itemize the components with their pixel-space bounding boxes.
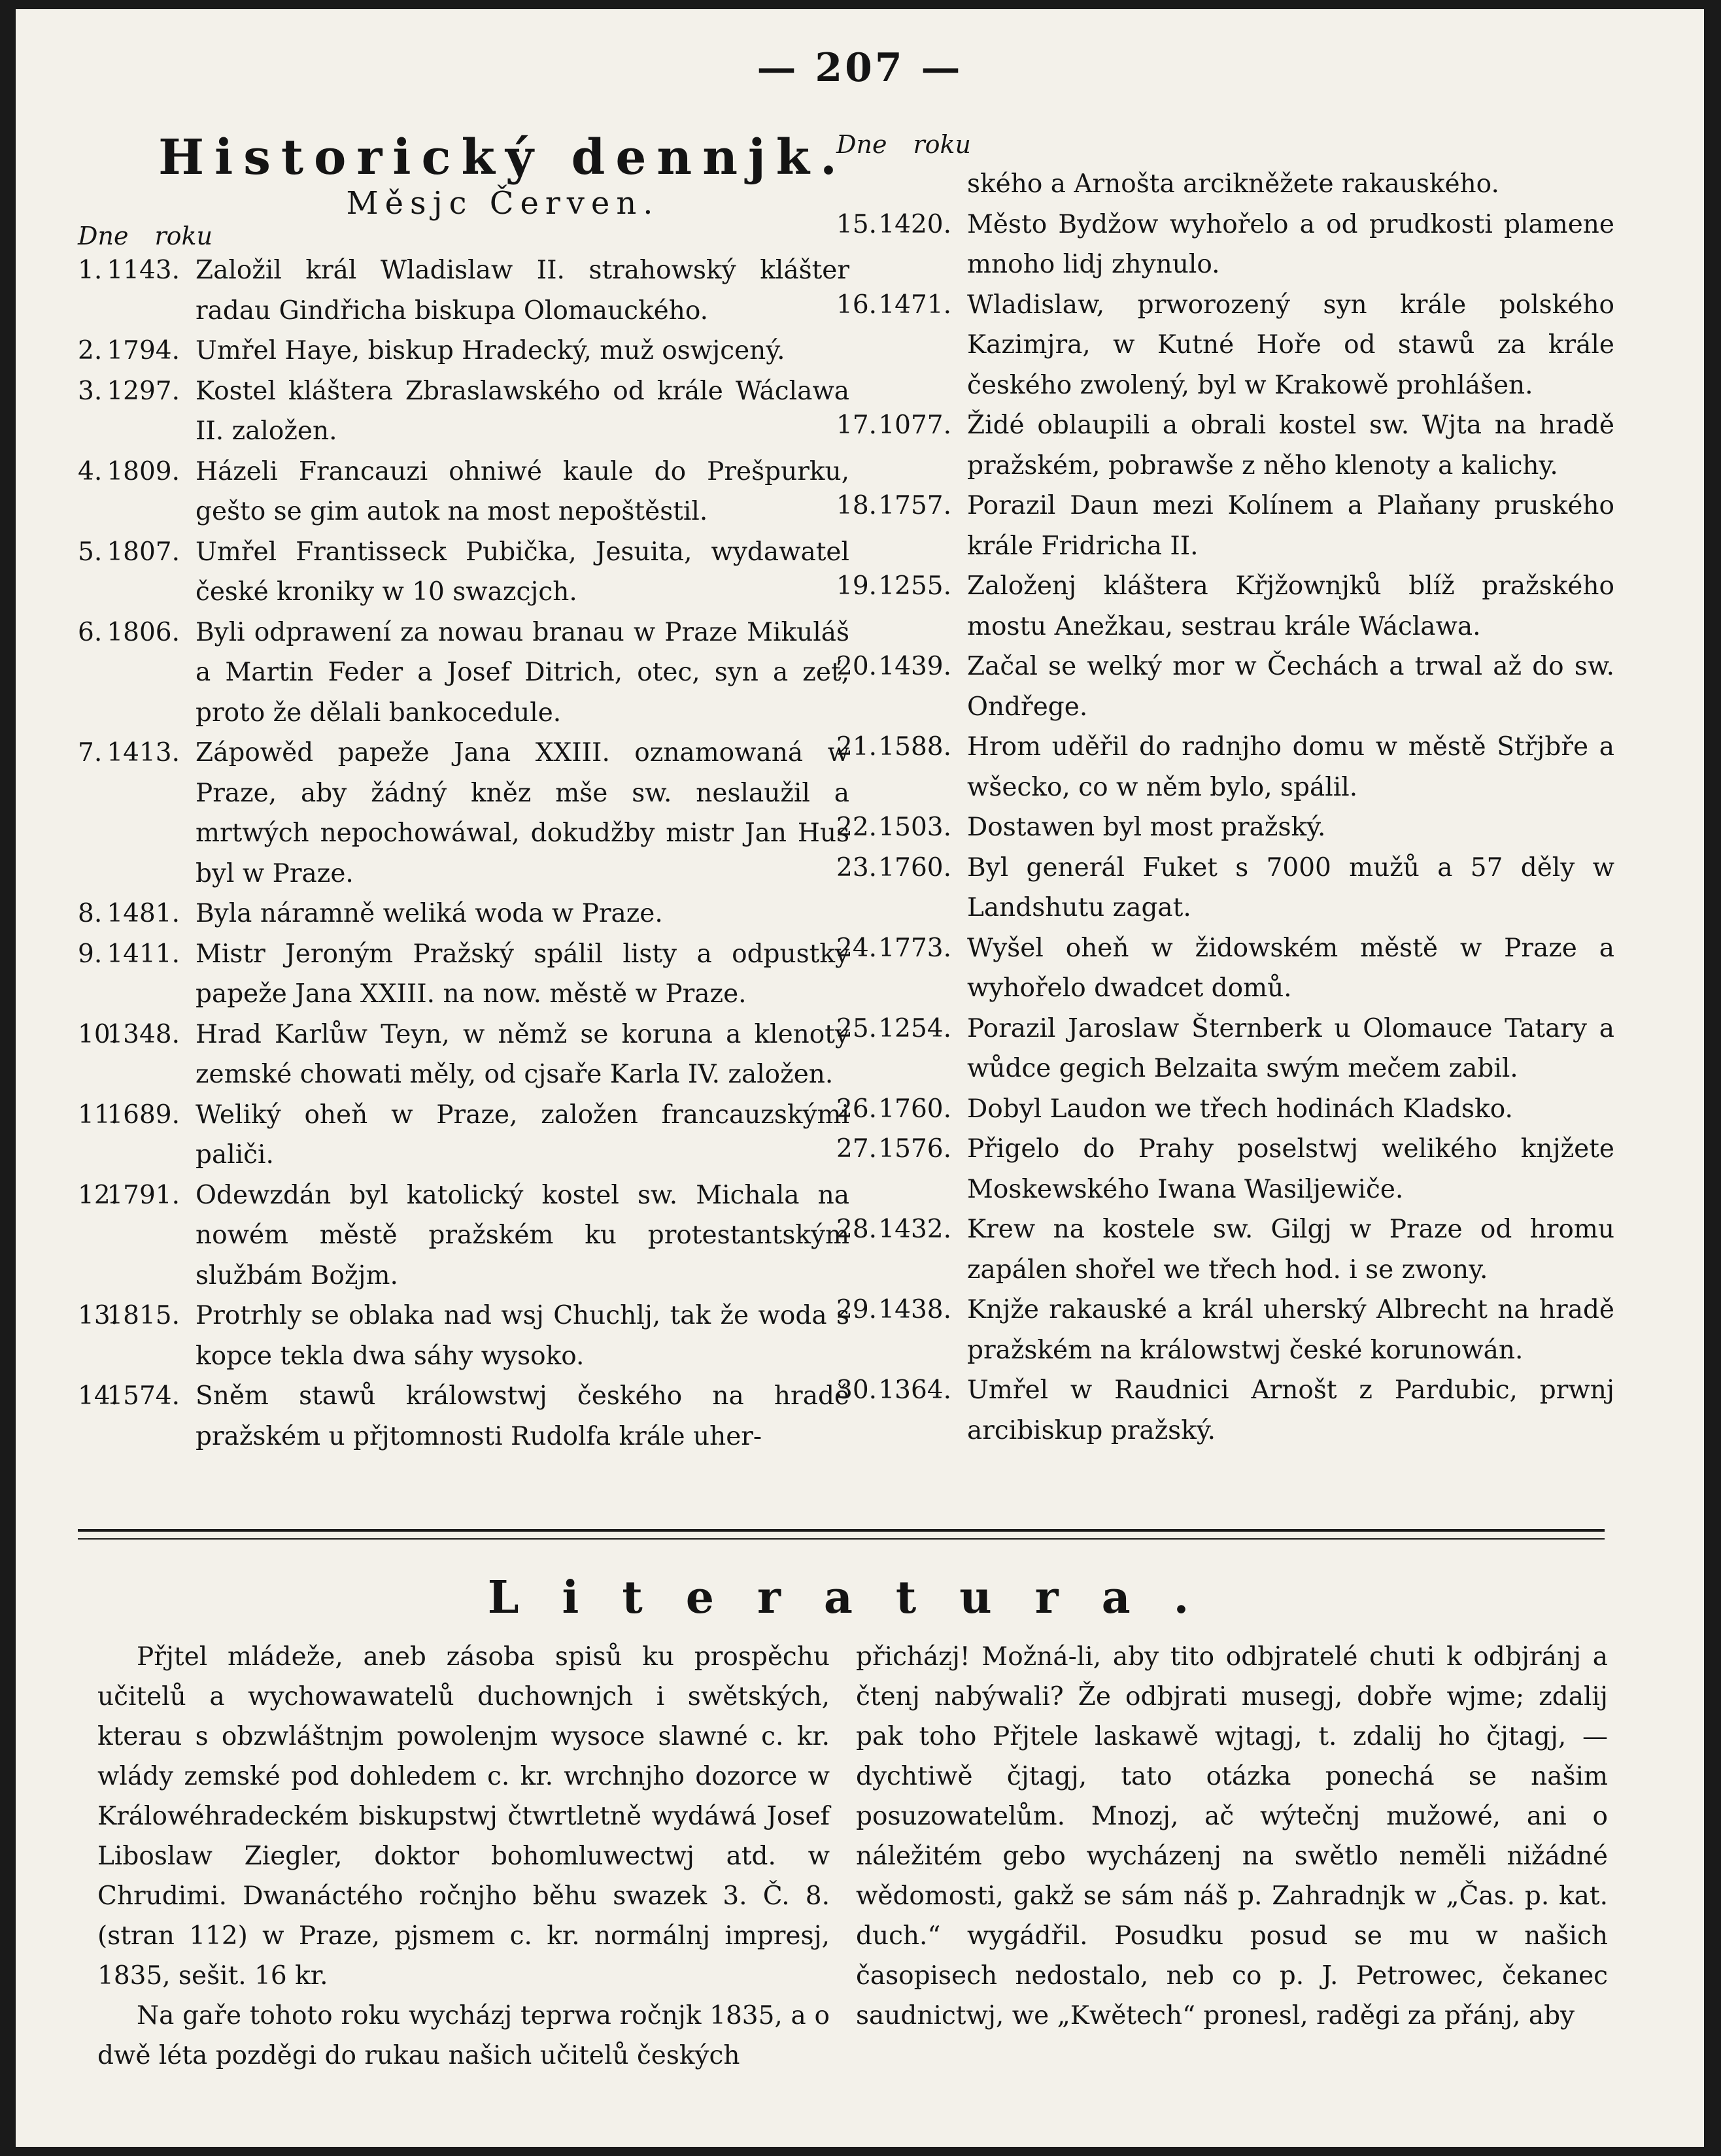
entry-text: Byli odprawení za nowau branau w Praze Mikuláš a Martin Feder a Josef Ditrich, otec, syn a zeť, proto že dělali bankocedule.	[196, 617, 849, 728]
calendar-entry	[78, 1175, 849, 1296]
entry-day: 24.	[836, 933, 878, 963]
calendar-entry	[78, 1095, 849, 1175]
entry-day: 26.	[836, 1094, 878, 1124]
entry-day: 9.	[78, 939, 103, 969]
entry-day: 11.	[78, 1100, 119, 1130]
entry-day: 6.	[78, 617, 103, 647]
calendar-entry	[78, 452, 849, 532]
column-header-day: Dne	[836, 130, 887, 159]
entry-day: 19.	[836, 571, 878, 601]
entry-day: 8.	[78, 899, 103, 928]
entry-day: 23.	[836, 852, 878, 883]
page-number: — 207 —	[757, 45, 963, 91]
entry-year: 1481.	[107, 899, 180, 928]
column-header-left	[78, 222, 849, 250]
entry-year: 1255.	[878, 571, 951, 601]
calendar-entry	[836, 486, 1614, 566]
section-divider	[78, 1529, 1605, 1540]
entry-day: 30.	[836, 1375, 878, 1405]
entry-text: Hrad Karlůw Teyn, w němž se koruna a klenoty zemské chowati měly, od cjsaře Karla IV. založen.	[196, 1019, 849, 1089]
entry-year: 1503.	[878, 813, 951, 842]
entry-day: 21.	[836, 732, 878, 762]
entry-day: 10.	[78, 1019, 119, 1049]
entry-year: 1420.	[878, 209, 951, 239]
entry-text: Byla náramně weliká woda w Praze.	[196, 899, 663, 928]
entry-text: Přigelo do Prahy poselstwj welikého knjžete Moskewského Iwana Wasiljewiče.	[967, 1134, 1614, 1204]
calendar-entry	[836, 285, 1614, 406]
calendar-entry	[836, 1370, 1614, 1451]
entry-day: 16.	[836, 290, 878, 320]
entry-day: 27.	[836, 1134, 878, 1164]
entry-year: 1439.	[878, 652, 951, 681]
literature-paragraph: přicházj! Možná-li, aby tito odbjratelé chuti k odbjránj a čtenj nabýwali? Že odbjrati musegj, dobře wjme; zdalij pak toho Přjtele laskawě wjtagj, t. zdalij ho čjtagj, — dychtiwě čjtagj, tato otázka ponechá se našim posuzowatelům. Mnozj, ač wýtečnj mužowé, ani o náležitém gebo wycházenj na swětlo neměli nižádné wědomosti, gakž se sám náš p. Zahradnjk w „Čas. p. kat. duch.“ wygádřil. Posudku posud se mu w našich časopisech nedostalo, neb co p. J. Petrowec, čekanec saudnictwj, we „Kwětech“ pronesl, raděgi za přánj, aby	[856, 1642, 1608, 2030]
calendar-entry	[836, 807, 1614, 848]
entry-day: 29.	[836, 1295, 878, 1324]
entry-year: 1576.	[878, 1134, 951, 1164]
entry-text: Zápowěd papeže Jana XXIII. oznamowaná w Praze, aby žádný kněz mše sw. neslaužil a mrtwých nepochowáwal, dokudžby mistr Jan Hus byl w Praze.	[196, 738, 849, 888]
calendar-entry	[78, 894, 849, 934]
calendar-entry	[78, 250, 849, 331]
entry-year: 1411.	[107, 939, 180, 969]
calendar-entry	[78, 934, 849, 1015]
entry-year: 1432.	[878, 1215, 951, 1244]
entry-text: Krew na kostele sw. Gilgj w Praze od hromu zapálen shořel we třech hod. i se zwony.	[967, 1215, 1614, 1285]
page	[16, 9, 1704, 2147]
calendar-entry	[78, 1015, 849, 1095]
entry-text: Porazil Daun mezi Kolínem a Plaňany pruského krále Fridricha II.	[967, 491, 1614, 561]
calendar-entry	[78, 733, 849, 894]
entry-day: 22.	[836, 813, 878, 842]
calendar-entry	[78, 613, 849, 733]
entry-text: Kostel kláštera Zbraslawského od krále Wáclawa II. založen.	[196, 376, 849, 446]
calendar-entry	[78, 1376, 849, 1457]
calendar-right-column	[836, 130, 1614, 1451]
entry-day: 14.	[78, 1381, 119, 1411]
entry-text: Umřel w Raudnici Arnošt z Pardubic, prwnj arcibiskup pražský.	[967, 1375, 1614, 1445]
calendar-entry	[836, 727, 1614, 807]
calendar-entry	[836, 1089, 1614, 1130]
calendar-left-column	[78, 130, 849, 1457]
entry-year: 1773.	[878, 933, 951, 963]
literature-right-column	[856, 1637, 1608, 2036]
entry-day: 20.	[836, 652, 878, 681]
entry-year: 1471.	[878, 290, 951, 320]
column-header-year: roku	[154, 222, 213, 250]
entry-year: 1760.	[878, 852, 951, 883]
entry-year: 1791.	[107, 1180, 180, 1210]
entry-year: 1438.	[878, 1295, 951, 1324]
entry-text: Wladislaw, prworozený syn krále polského Kazimjra, w Kutné Hoře od stawů za krále českého zwolený, byl w Krakowě prohlášen.	[967, 290, 1614, 400]
calendar-entry	[836, 205, 1614, 285]
entry-text: Byl generál Fuket s 7000 mužů a 57 děly w Landshutu zagat.	[967, 852, 1614, 922]
calendar-entry	[836, 928, 1614, 1009]
entry-day: 7.	[78, 738, 103, 767]
calendar-entry	[836, 1209, 1614, 1290]
entry-day: 25.	[836, 1013, 878, 1043]
column-header-day: Dne	[78, 222, 129, 250]
entry-year: 1588.	[878, 732, 951, 762]
calendar-entry	[836, 1009, 1614, 1089]
calendar-entry	[836, 405, 1614, 486]
entry-day: 12.	[78, 1180, 119, 1210]
entry-day: 2.	[78, 336, 103, 365]
entry-year: 1815.	[107, 1301, 180, 1330]
calendar-entry	[78, 1296, 849, 1376]
entry-day: 1.	[78, 256, 103, 285]
entry-year: 1806.	[107, 617, 180, 647]
calendar-entry	[78, 532, 849, 613]
entry-text: Založil král Wladislaw II. strahowský klášter radau Gindřicha biskupa Olomauckého.	[196, 256, 849, 326]
calendar-title: Historický dennjk.	[158, 129, 847, 186]
entry-day: 4.	[78, 456, 103, 486]
entry-year: 1364.	[878, 1375, 951, 1405]
calendar-entry	[836, 1129, 1614, 1209]
entry-text: Židé oblaupili a obrali kostel sw. Wjta na hradě pražském, pobrawše z něho klenoty a kalichy.	[967, 411, 1614, 480]
literature-paragraph: Přjtel mládeže, aneb zásoba spisů ku prospěchu učitelů a wychowawatelů duchownjch i swětských, kterau s obzwláštnjm powolenjm wysoce slawné c. kr. wlády zemské pod dohledem c. kr. wrchnjho dozorce w Králowéhradeckém biskupstwj čtwrtletně wydáwá Josef Liboslaw Ziegler, doktor bohomluwectwj atd. w Chrudimi. Dwanáctého ročnjho běhu swazek 3. Č. 8. (stran 112) w Praze, pjsmem c. kr. normálnj impresj, 1835, sešit. 16 kr.	[97, 1642, 830, 1991]
entry-text: Dobyl Laudon we třech hodinách Kladsko.	[967, 1094, 1513, 1124]
entry-day: 18.	[836, 491, 878, 520]
entry-year: 1809.	[107, 456, 180, 486]
entry-text: Umřel Haye, biskup Hradecký, muž oswjcený.	[196, 336, 785, 365]
entry-14-continuation: ského a Arnošta arcikněžete rakauského.	[967, 169, 1499, 199]
entry-year: 1574.	[107, 1381, 180, 1411]
entry-year: 1077.	[878, 411, 951, 440]
entry-text: Mistr Jeroným Pražský spálil listy a odpustky papeže Jana XXIII. na now. městě w Praze.	[196, 939, 849, 1009]
literature-paragraph: Na gaře tohoto roku wycházj teprwa ročnjk 1835, a o dwě léta pozděgi do rukau našich učitelů českých	[97, 2001, 830, 2070]
entry-year: 1413.	[107, 738, 180, 767]
entry-year: 1297.	[107, 376, 180, 406]
calendar-entry	[78, 371, 849, 452]
entry-text: Sněm stawů králowstwj českého na hradě pražském u přjtomnosti Rudolfa krále uher-	[196, 1381, 849, 1451]
entry-year: 1689.	[107, 1100, 180, 1130]
column-header-right	[836, 130, 1614, 159]
calendar-entry	[836, 647, 1614, 727]
literature-title: Literatura.	[487, 1572, 1233, 1624]
calendar-month: Měsjc Červen.	[346, 185, 660, 222]
entry-year: 1794.	[107, 336, 180, 365]
entry-text: Porazil Jaroslaw Šternberk u Olomauce Tatary a wůdce gegich Belzaita swým mečem zabil.	[967, 1013, 1614, 1083]
calendar-entry	[836, 848, 1614, 928]
entry-text: Začal se welký mor w Čechách a trwal až do sw. Ondřege.	[967, 652, 1614, 722]
entry-year: 1807.	[107, 537, 180, 567]
entry-text: Umřel Frantisseck Pubička, Jesuita, wydawatel české kroniky w 10 swazcjch.	[196, 537, 849, 607]
entry-day: 28.	[836, 1215, 878, 1244]
entry-day: 5.	[78, 537, 103, 567]
entry-year: 1143.	[107, 256, 180, 285]
entry-text: Založenj kláštera Křjžownjků blíž pražského mostu Anežkau, sestrau krále Wáclawa.	[967, 571, 1614, 641]
entry-day: 15.	[836, 209, 878, 239]
entry-text: Knjže rakauské a král uherský Albrecht na hradě pražském na králowstwj české korunowán.	[967, 1295, 1614, 1365]
entry-text: Odewzdán byl katolický kostel sw. Michala na nowém městě pražském ku protestantským službám Božjm.	[196, 1180, 849, 1290]
entry-text: Hrom uděřil do radnjho domu w městě Střjbře a wšecko, co w něm bylo, spálil.	[967, 732, 1614, 802]
entry-day: 3.	[78, 376, 103, 406]
entry-text: Dostawen byl most pražský.	[967, 813, 1326, 842]
entry-text: Město Bydžow wyhořelo a od prudkosti plamene mnoho lidj zhynulo.	[967, 209, 1614, 279]
entry-year: 1254.	[878, 1013, 951, 1043]
entry-day: 13.	[78, 1301, 119, 1330]
entry-year: 1348.	[107, 1019, 180, 1049]
entry-year: 1757.	[878, 491, 951, 520]
entry-year: 1760.	[878, 1094, 951, 1124]
calendar-entry	[836, 566, 1614, 647]
calendar-entry	[78, 331, 849, 371]
literature-left-column	[97, 1637, 830, 2076]
column-header-year: roku	[913, 130, 971, 159]
entry-text: Wyšel oheň w židowském městě w Praze a wyhořelo dwadcet domů.	[967, 933, 1614, 1003]
entry-day: 17.	[836, 411, 878, 440]
entry-text: Házeli Francauzi ohniwé kaule do Prešpurku, gešto se gim autok na most nepoštěstil.	[196, 456, 849, 526]
entry-text: Weliký oheň w Praze, založen francauzskými paliči.	[196, 1100, 849, 1170]
calendar-entry	[836, 1290, 1614, 1370]
entry-text: Protrhly se oblaka nad wsj Chuchlj, tak že woda s kopce tekla dwa sáhy wysoko.	[196, 1301, 849, 1371]
